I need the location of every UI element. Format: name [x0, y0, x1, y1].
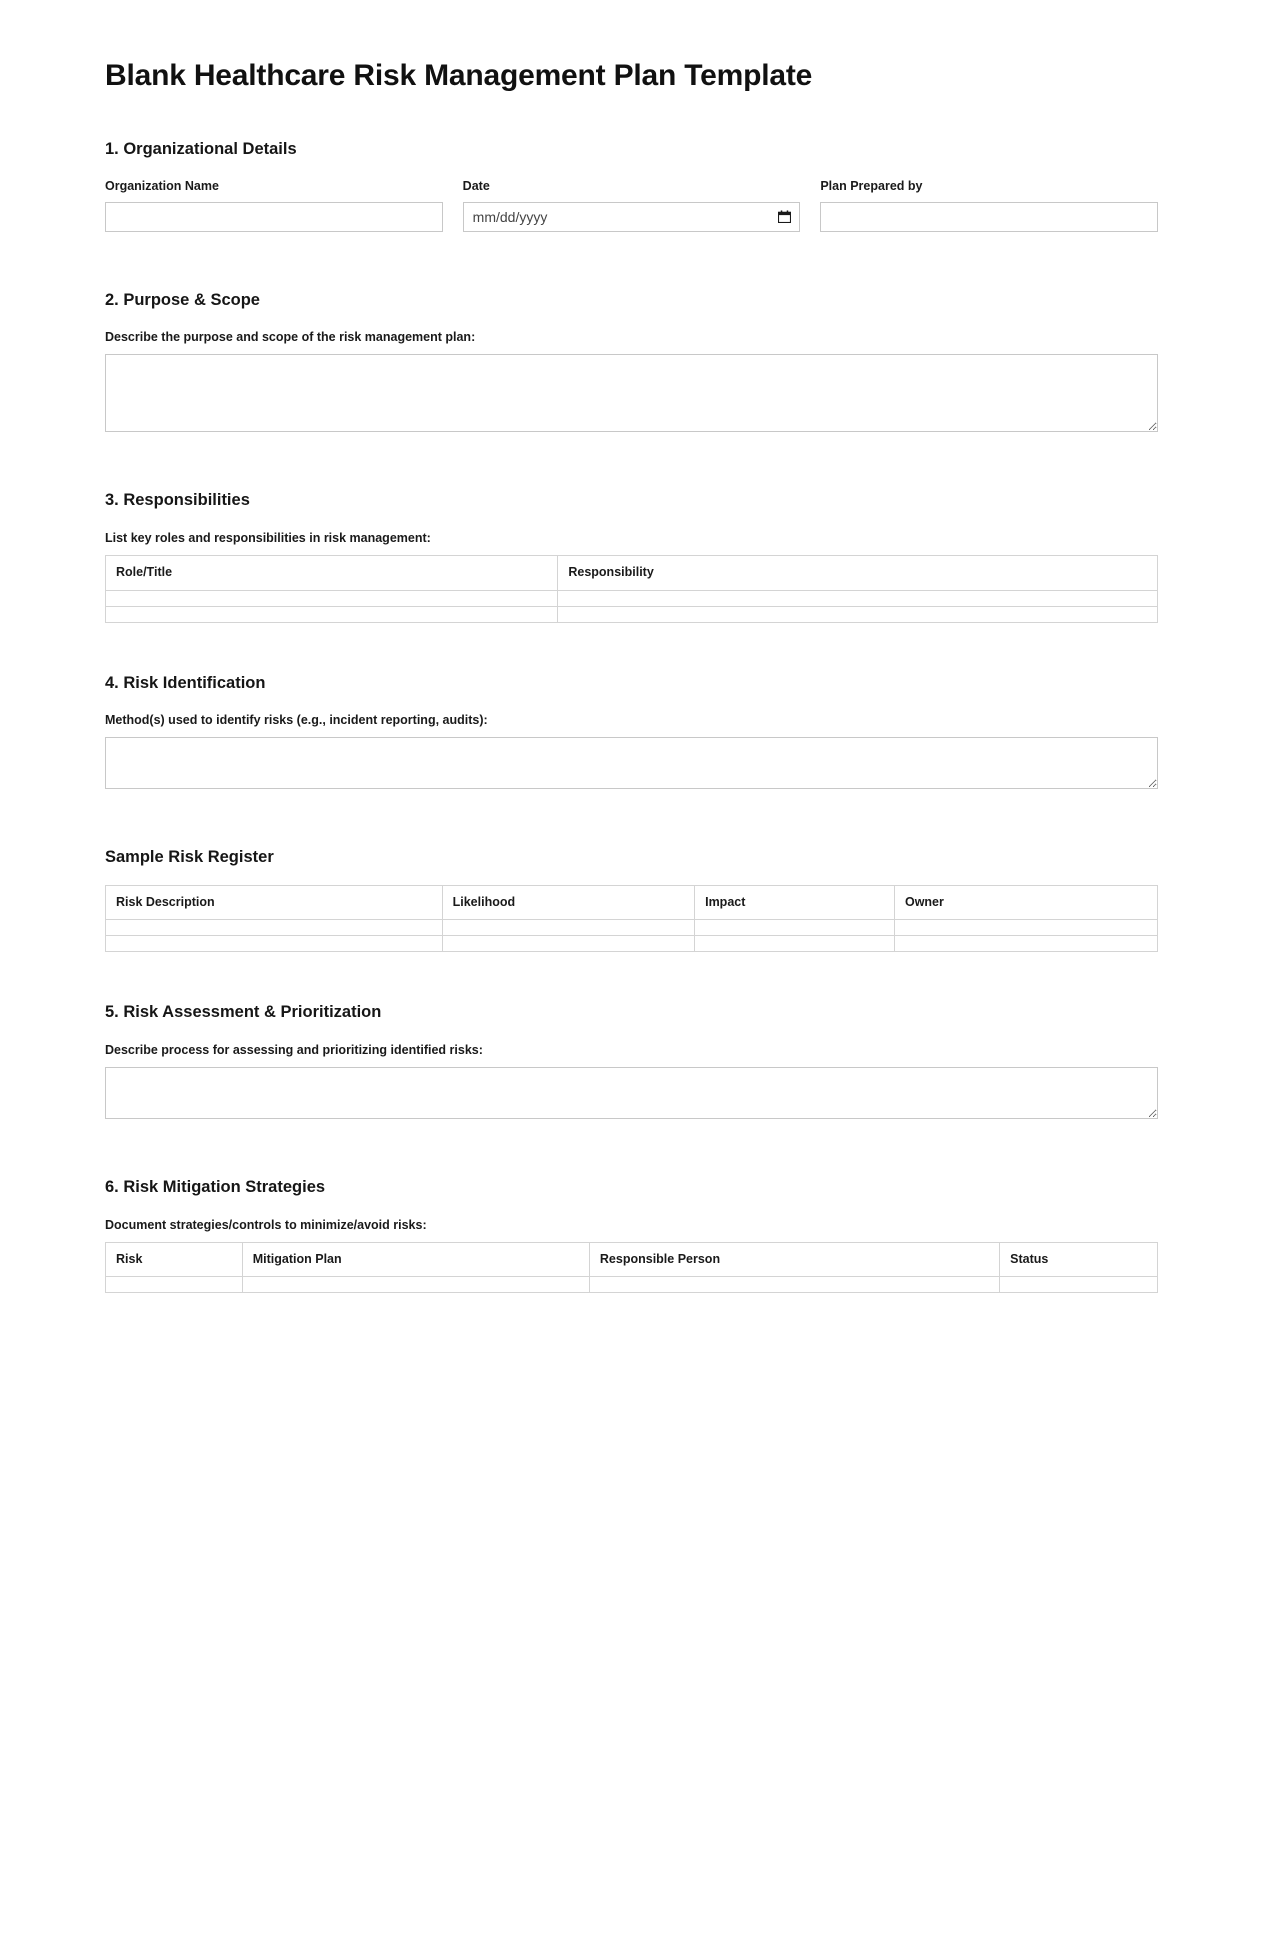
spacer — [105, 260, 1158, 290]
section-sample-risk-register — [105, 847, 1158, 952]
label-organization-name: Organization Name — [105, 179, 219, 194]
table-header-row — [106, 556, 1158, 591]
table-row[interactable] — [106, 1277, 1158, 1293]
risk-identification-textarea[interactable] — [105, 737, 1158, 789]
cell-risk[interactable] — [106, 1277, 243, 1293]
section-heading-purpose-scope: 2. Purpose & Scope — [105, 290, 260, 309]
cell-risk-description[interactable] — [106, 920, 443, 936]
risk-mitigation-table — [105, 1242, 1158, 1294]
spacer — [105, 980, 1158, 1002]
field-group-date — [463, 178, 801, 231]
section-risk-mitigation — [105, 1177, 1158, 1293]
cell-status[interactable] — [1000, 1277, 1158, 1293]
section-purpose-scope — [105, 290, 1158, 433]
section-risk-identification — [105, 673, 1158, 790]
cell-role-title[interactable] — [106, 606, 558, 622]
column-header-responsibility: Responsibility — [558, 556, 1158, 591]
cell-impact[interactable] — [695, 920, 895, 936]
section-organizational-details — [105, 139, 1158, 232]
table-header-row — [106, 1242, 1158, 1277]
section-heading-responsibilities: 3. Responsibilities — [105, 491, 250, 510]
prompt-purpose-scope: Describe the purpose and scope of the risk management plan: — [105, 330, 476, 345]
section-heading-risk-assessment: 5. Risk Assessment & Prioritization — [105, 1003, 382, 1022]
responsibilities-table — [105, 555, 1158, 623]
prompt-risk-identification: Method(s) used to identify risks (e.g., incident reporting, audits): — [105, 713, 488, 728]
label-plan-prepared-by: Plan Prepared by — [820, 179, 923, 194]
cell-risk-description[interactable] — [106, 936, 443, 952]
date-input[interactable] — [463, 202, 801, 232]
column-header-role-title: Role/Title — [106, 556, 558, 591]
cell-responsibility[interactable] — [558, 590, 1158, 606]
table-row[interactable] — [106, 590, 1158, 606]
section-heading-sample-risk-register: Sample Risk Register — [105, 848, 274, 867]
cell-responsibility[interactable] — [558, 606, 1158, 622]
cell-role-title[interactable] — [106, 590, 558, 606]
prompt-risk-mitigation: Document strategies/controls to minimize/avoid risks: — [105, 1217, 427, 1232]
field-group-plan-prepared-by — [820, 178, 1158, 231]
section-heading-risk-mitigation: 6. Risk Mitigation Strategies — [105, 1178, 326, 1197]
label-date: Date — [462, 179, 490, 194]
cell-impact[interactable] — [695, 936, 895, 952]
spacer — [105, 817, 1158, 847]
prompt-responsibilities: List key roles and responsibilities in risk management: — [105, 530, 431, 545]
cell-likelihood[interactable] — [442, 920, 694, 936]
section-heading-organizational-details: 1. Organizational Details — [105, 140, 297, 158]
field-group-organization-name — [105, 178, 443, 231]
organization-name-input[interactable] — [105, 202, 443, 232]
table-header-row — [106, 885, 1158, 920]
column-header-responsible-person: Responsible Person — [589, 1242, 999, 1277]
cell-responsible-person[interactable] — [589, 1277, 999, 1293]
section-heading-risk-identification: 4. Risk Identification — [105, 673, 266, 692]
organizational-details-row — [105, 178, 1158, 231]
column-header-owner: Owner — [894, 885, 1157, 920]
table-row[interactable] — [106, 606, 1158, 622]
column-header-risk-description: Risk Description — [106, 885, 443, 920]
section-responsibilities — [105, 490, 1158, 622]
column-header-likelihood: Likelihood — [442, 885, 694, 920]
date-placeholder-text: mm/dd/yyyy — [472, 208, 548, 225]
calendar-icon[interactable] — [778, 210, 791, 223]
column-header-impact: Impact — [695, 885, 895, 920]
cell-mitigation-plan[interactable] — [242, 1277, 589, 1293]
date-input-shell — [463, 202, 801, 232]
spacer — [105, 460, 1158, 490]
prompt-risk-assessment: Describe process for assessing and prioritizing identified risks: — [105, 1042, 483, 1057]
spacer — [105, 651, 1158, 673]
column-header-mitigation-plan: Mitigation Plan — [242, 1242, 589, 1277]
cell-owner[interactable] — [894, 920, 1157, 936]
risk-assessment-textarea[interactable] — [105, 1067, 1158, 1119]
table-row[interactable] — [106, 920, 1158, 936]
table-row[interactable] — [106, 936, 1158, 952]
plan-prepared-by-input[interactable] — [820, 202, 1158, 232]
sample-risk-register-table — [105, 885, 1158, 953]
spacer — [105, 1147, 1158, 1177]
column-header-risk: Risk — [106, 1242, 243, 1277]
purpose-scope-textarea[interactable] — [105, 354, 1158, 432]
cell-likelihood[interactable] — [442, 936, 694, 952]
column-header-status: Status — [1000, 1242, 1158, 1277]
section-risk-assessment — [105, 1002, 1158, 1119]
page-title: Blank Healthcare Risk Management Plan Template — [105, 59, 813, 92]
cell-owner[interactable] — [894, 936, 1157, 952]
